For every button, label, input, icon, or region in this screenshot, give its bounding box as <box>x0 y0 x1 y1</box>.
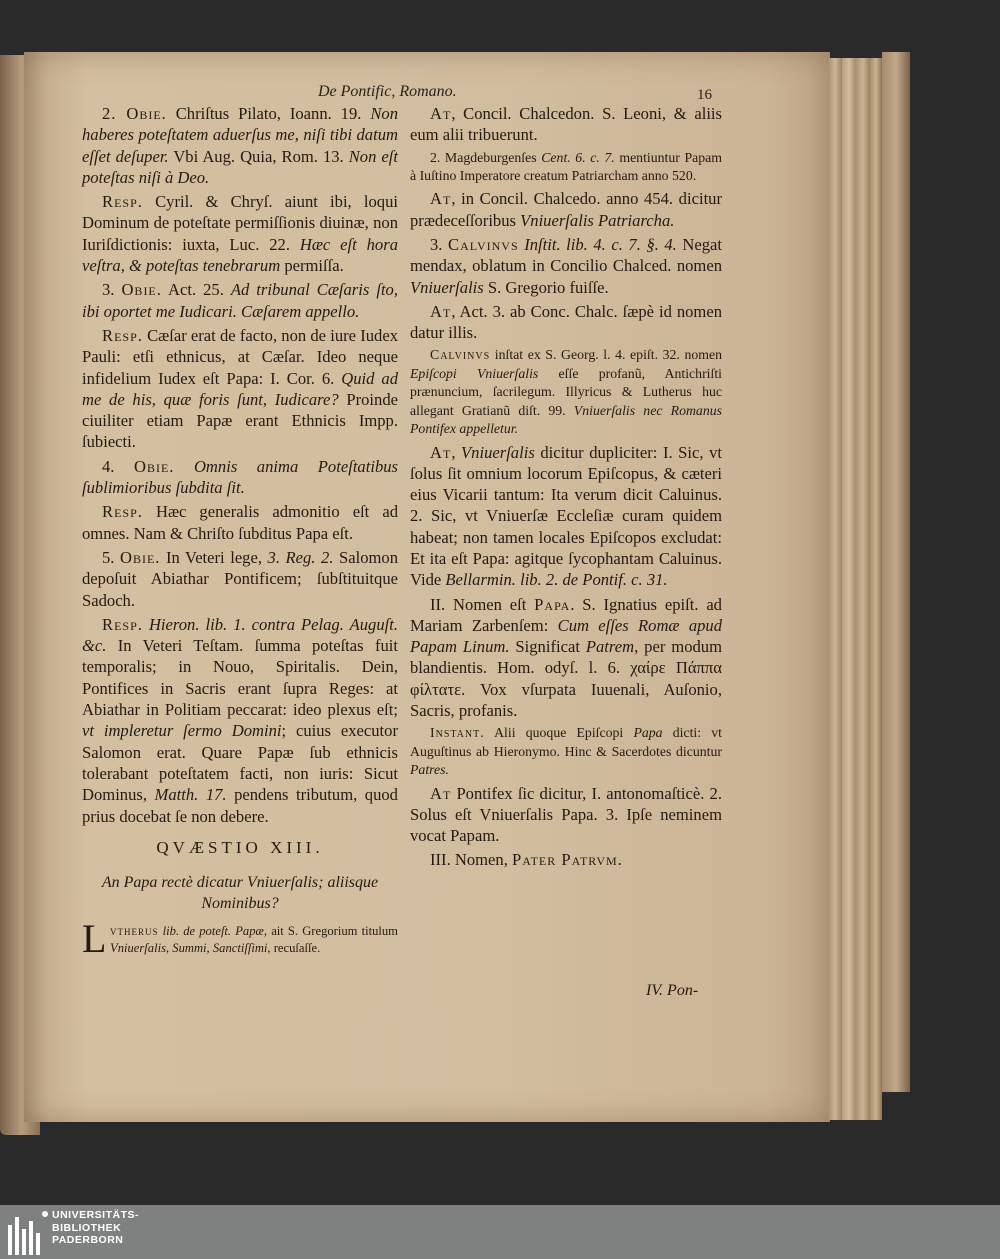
right-column-paragraph: Instant. Alii quoque Epiſcopi Papa dicti: vt Auguſtinus ab Hieronymo. Hinc & Sacerdotes dicuntur Patres. <box>410 725 722 778</box>
right-column-paragraph: At, Concil. Chalcedon. S. Leoni, & aliis eum alii tribuerunt. <box>410 104 722 145</box>
right-column-paragraph: At, in Concil. Chalcedo. anno 454. dicitur prædeceſſoribus Vniuerſalis Patriarcha. <box>410 189 722 230</box>
page-number: 16 <box>697 87 712 103</box>
library-logo-icon <box>6 1211 48 1255</box>
right-column-paragraph: At, Vniuerſalis dicitur dupliciter: I. Sic, vt ſolus ſit omnium locorum Epiſcopus, & cæteri eius Vicarii tantum: Ita verum dicit Caluinus. 2. Sic, vt Vniuerſæ Eccleſiæ curam quidem habeat; non tamen locales Epiſcopos excludat: Et ita eſt Papa: agitque ſycophantam Caluinus. Vide Bellarmin. lib. 2. de Pontif. c. 31. <box>410 442 722 590</box>
left-column-paragraph: L vtherus lib. de poteſt. Papæ, ait S. Gregorium titulum Vniuerſalis, Summi, Sanctiſſimi, recuſaſſe. <box>82 915 398 961</box>
library-name-line: UNIVERSITÄTS- <box>52 1209 140 1221</box>
running-title: De Pontific, Romano. <box>318 83 457 100</box>
page-edge-stack <box>856 58 870 1120</box>
footer-bar <box>0 1205 1000 1259</box>
book-cover-edge <box>882 52 910 1092</box>
left-column-paragraph: 3. Obie. Act. 25. Ad tribunal Cæſaris ſto, ibi oportet me Iudicari. Cæſarem appello. <box>82 280 398 321</box>
right-column-paragraph: 3. Calvinvs Inſtit. lib. 4. c. 7. §. 4. Negat mendax, oblatum in Concilio Chalced. nomen Vniuerſalis S. Gregorio fuiſſe. <box>410 235 722 297</box>
page-edge-stack <box>842 58 856 1120</box>
left-column-paragraph: Resp. Cyril. & Chryſ. aiunt ibi, loqui Dominum de poteſtate permiſſionis diuinæ, non Iuriſdictionis: iuxta, Luc. 22. Hæc eſt hora veſtra, & poteſtas tenebrarum permiſſa. <box>82 192 398 276</box>
right-column-paragraph: III. Nomen, Pater Patrvm. <box>430 850 623 870</box>
right-column-paragraph: 2. Magdeburgenſes Cent. 6. c. 7. mentiuntur Papam à Iuſtino Imperatore creatum Patriarcham anno 520. <box>410 149 723 183</box>
right-text-column <box>410 103 722 874</box>
right-column-paragraph: At Pontifex ſic dicitur, I. antonomaſticè. 2. Solus eſt Vniuerſalis Papa. 3. Ipſe neminem vocat Papam. <box>410 783 722 846</box>
left-column-paragraph: QVÆSTIO XIII. <box>156 837 324 857</box>
left-column-paragraph: Resp. Cæſar erat de facto, non de iure Iudex Pauli: etſi ethnicus, at Cæſar. Ideo neque infidelium Iudex eſt Papa: I. Cor. 6. Quid ad me de his, quæ foris ſunt, Iudicare? Proinde ciuiliter etiam Papæ erant Ethnicis Impp. ſubiecti. <box>82 325 398 452</box>
catchword: IV. Pon- <box>646 982 699 999</box>
right-column-paragraph: At, Act. 3. ab Conc. Chalc. ſæpè id nomen datur illis. <box>410 301 722 343</box>
left-text-column <box>82 103 398 960</box>
left-column-paragraph: Resp. Hieron. lib. 1. contra Pelag. Auguſt. &c. In Veteri Teſtam. ſumma poteſtas fuit temporalis; in Nouo, Spiritalis. Dein, Pontifices in Sacris erant ſupra Reges: at Abiathar in Politiam peccarat: ideo plexus eſt; vt impleretur ſermo Domini; cuius executor Salomon erat. Quare Papæ ſub ethnicis tolerabant poteſtatem facti, non iuris: Sicut Dominus, Matth. 17. pendens tributum, quod prius docebat ſe non debere. <box>82 614 398 826</box>
left-column-paragraph: An Papa rectè dicatur Vniuerſalis; aliisque Nominibus? <box>101 874 379 913</box>
left-column-paragraph: 4. Obie. Omnis anima Poteſtatibus ſublimioribus ſubdita ſit. <box>82 456 398 498</box>
library-name-line: PADERBORN <box>52 1234 124 1247</box>
left-column-paragraph: 5. Obie. In Veteri lege, 3. Reg. 2. Salomon depoſuit Abiathar Pontificem; ſubſtituitque Sadoch. <box>82 547 398 610</box>
left-column-paragraph: Resp. Hæc generalis admonitio eſt ad omnes. Nam & Chriſto ſubditus Papa eſt. <box>82 502 398 543</box>
right-column-paragraph: Calvinvs inſtat ex S. Georg. l. 4. epiſt. 32. nomen Epiſcopi Vniuerſalis eſſe profanũ, Antichriſti prænuncium, ſacrilegum. Illyricus & Lutherus huc allegant Gratianũ diſt. 99. Vniuerſalis nec Romanus Pontifex appelletur. <box>410 347 723 437</box>
page-edge-stack <box>828 58 842 1120</box>
right-column-paragraph: II. Nomen eſt Papa. S. Ignatius epiſt. ad Mariam Zarbenſem: Cum eſſes Romæ apud Papam Linum. Significat Patrem, per modum blandientis. Hom. odyſ. l. 6. χαίρε Πάππα φίλτατε. Vox vſurpata Iuuenali, Auſonio, Sacris, profanis. <box>410 594 723 721</box>
page-edge-stack <box>870 58 882 1120</box>
left-column-paragraph: 2. Obie. Chriſtus Pilato, Ioann. 19. Non haberes poteſtatem aduerſus me, niſi tibi datum eſſet deſuper. Vbi Aug. Quia, Rom. 13. Non eſt poteſtas niſi à Deo. <box>82 104 398 187</box>
library-name-line: BIBLIOTHEK <box>52 1221 122 1234</box>
library-name <box>52 1209 139 1247</box>
